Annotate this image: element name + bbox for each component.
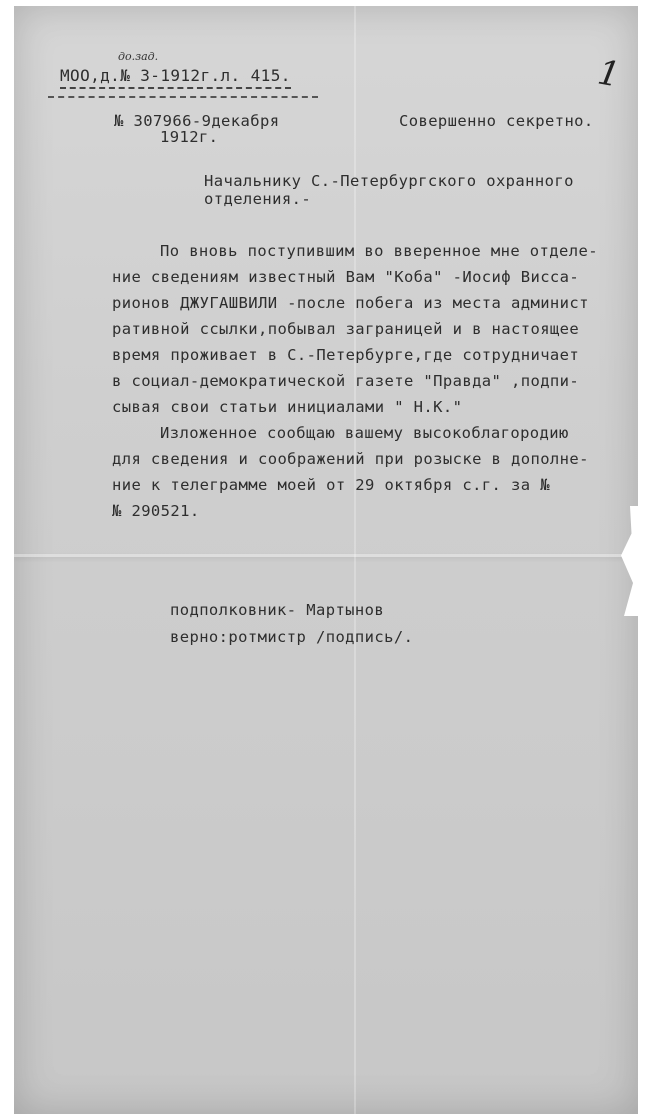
body-line: для сведения и соображений при розыске в дополне- — [112, 450, 589, 468]
page-number: 1 — [594, 52, 623, 96]
classification-label: Совершенно секретно. — [399, 112, 594, 130]
signature-line-2: верно:ротмистр /подпись/. — [170, 628, 414, 646]
signature-line-1: подполковник- Мартынов — [170, 601, 385, 619]
body-line: По вновь поступившим во вверенное мне отделе- — [160, 242, 598, 260]
body-line: № 290521. — [112, 502, 200, 520]
body-line: ративной ссылки,побывал заграницей и в настоящее — [112, 320, 580, 338]
archive-reference: МОО,д.№ 3-1912г.л. 415. — [60, 66, 291, 89]
body-line: рионов ДЖУГАШВИЛИ -после побега из места админист — [112, 294, 589, 312]
addressee-line-2: отделения.- — [204, 190, 312, 208]
body-line: в социал-демократической газете "Правда" ,подпи- — [112, 372, 580, 390]
paper-fold-horizontal — [14, 554, 638, 557]
body-line: Изложенное сообщаю вашему высокоблагородию — [160, 424, 569, 442]
reference-underline — [48, 96, 318, 98]
body-line: ние сведениям известный Вам "Коба" -Иосиф Виссa- — [112, 268, 580, 286]
document-sheet — [14, 6, 638, 1114]
document-year: 1912г. — [160, 128, 219, 146]
body-line: ние к телеграмме моей от 29 октября с.г. за № — [112, 476, 550, 494]
body-line: время проживает в С.-Петербурге,где сотрудничает — [112, 346, 580, 364]
addressee-line-1: Начальнику С.-Петербургского охранного — [204, 172, 574, 190]
body-line: сывая свои статьи инициалами " Н.К." — [112, 398, 463, 416]
paper-torn-edge — [612, 506, 638, 616]
document-number: № 307966-9декабря — [114, 112, 280, 130]
reference-handwritten-note: до.зад. — [118, 50, 159, 63]
